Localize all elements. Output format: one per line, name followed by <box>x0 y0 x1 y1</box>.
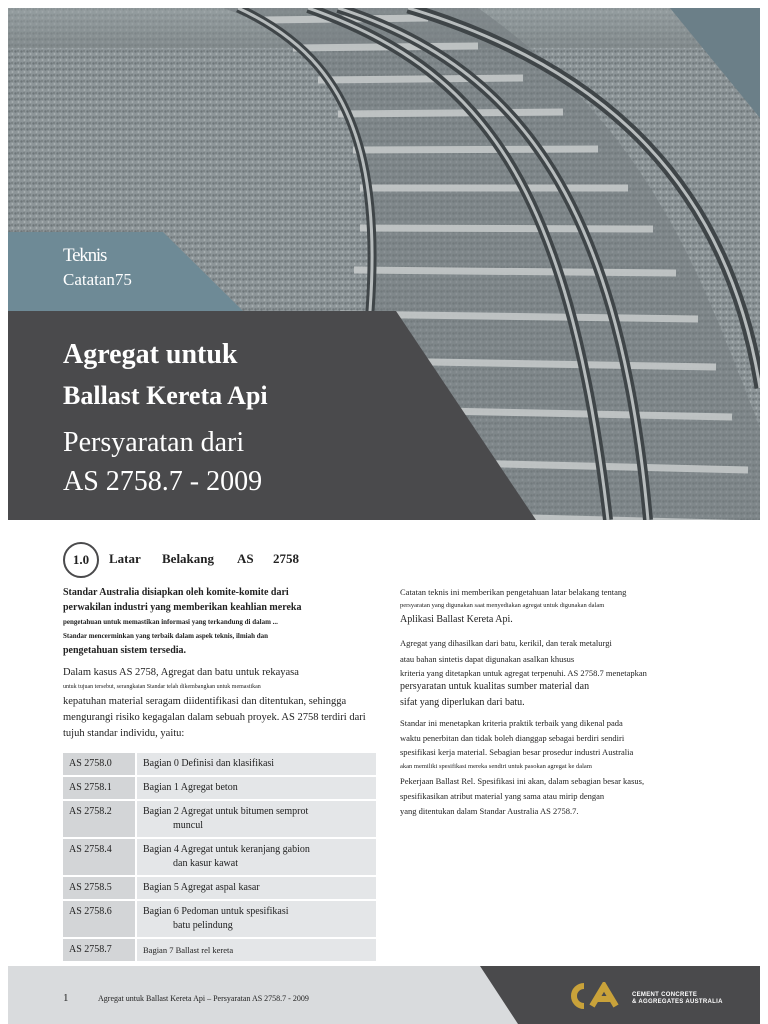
intro-line: Standar mencerminkan yang terbaik dalam aspek teknis, ilmiah dan <box>63 632 269 640</box>
right-para-line: persyaratan untuk kualitas sumber material dan <box>400 681 590 692</box>
standard-description: Bagian 2 Agregat untuk bitumen semprot <box>143 806 309 817</box>
page-subtitle-line-2: AS 2758.7 - 2009 <box>63 466 263 497</box>
standard-description: Bagian 6 Pedoman untuk spesifikasi <box>143 906 289 917</box>
body-line: kepatuhan material seragam diidentifikasi dan ditentukan, sehingga <box>63 696 347 707</box>
logo-line: & AGGREGATES AUSTRALIA <box>632 999 723 1005</box>
right-para-line: yang ditentukan dalam Standar Australia AS 2758.7. <box>400 806 579 816</box>
standard-description: Bagian 0 Definisi dan klasifikasi <box>135 753 376 775</box>
body-line: Dalam kasus AS 2758, Agregat dan batu untuk rekayasa <box>63 667 299 678</box>
page-number: 1 <box>63 992 69 1004</box>
logo-line: CEMENT CONCRETE <box>632 992 698 998</box>
logo-wordmark <box>632 992 723 1006</box>
standard-description-cell <box>135 901 376 937</box>
standard-code: AS 2758.2 <box>63 801 135 837</box>
intro-line: Standar Australia disiapkan oleh komite-komite dari <box>63 587 289 598</box>
right-para-line: spesifikasikan atribut material yang sama atau mirip dengan <box>400 791 605 801</box>
standard-description-continued: dan kasur kawat <box>173 858 238 869</box>
standard-code: AS 2758.6 <box>63 901 135 937</box>
ccaa-logo-icon <box>566 982 626 1010</box>
doc-type-label: Teknis <box>63 245 107 266</box>
section-title-word: Belakang <box>162 551 215 566</box>
table-row <box>63 753 376 775</box>
standard-code: AS 2758.1 <box>63 777 135 799</box>
table-row <box>63 877 376 899</box>
body-line: tujuh standar individu, yaitu: <box>63 728 185 739</box>
page-footer <box>8 966 760 1024</box>
section-title-word: AS <box>237 551 254 566</box>
standard-description: Bagian 7 Ballast rel kereta <box>135 939 376 961</box>
table-row <box>63 801 376 837</box>
right-para-line: sifat yang diperlukan dari batu. <box>400 697 525 708</box>
standard-description-continued: batu pelindung <box>173 920 233 931</box>
standard-description: Bagian 4 Agregat untuk keranjang gabion <box>143 844 310 855</box>
section-number-badge: 1.0 <box>63 542 99 578</box>
standard-description: Bagian 5 Agregat aspal kasar <box>135 877 376 899</box>
right-para-line: Standar ini menetapkan kriteria praktik terbaik yang dikenal pada <box>400 718 623 728</box>
body-line: untuk tujuan tersebut, serangkaian Standar telah dikembangkan untuk memastikan <box>63 684 261 690</box>
right-para-line: kriteria yang ditetapkan untuk agregat terpenuhi. AS 2758.7 menetapkan <box>400 668 647 678</box>
right-para-line: waktu penerbitan dan tidak boleh dianggap sebagai berdiri sendiri <box>400 733 625 743</box>
standard-code: AS 2758.5 <box>63 877 135 899</box>
page-subtitle-line-1: Persyaratan dari <box>63 427 245 458</box>
table-row <box>63 777 376 799</box>
standard-code: AS 2758.7 <box>63 939 135 961</box>
table-row <box>63 901 376 937</box>
section-title-word: 2758 <box>273 551 299 566</box>
right-para-line: Catatan teknis ini memberikan pengetahuan latar belakang tentang <box>400 587 627 597</box>
right-para-line: Aplikasi Ballast Kereta Api. <box>400 614 513 625</box>
right-para-line: atau bahan sintetis dapat digunakan asalkan khusus <box>400 654 575 664</box>
cover-hero <box>8 8 760 520</box>
right-para-line: Pekerjaan Ballast Rel. Spesifikasi ini akan, dalam sebagian besar kasus, <box>400 776 645 786</box>
right-para-line: Agregat yang dihasilkan dari batu, kerikil, dan terak metalurgi <box>400 638 612 648</box>
standard-description-cell <box>135 801 376 837</box>
body-line: mengurangi risiko kegagalan dalam sebuah proyek. AS 2758 terdiri dari <box>63 712 366 723</box>
doc-number-label: Catatan75 <box>63 270 132 289</box>
section-title-word: Latar <box>109 551 141 566</box>
table-row <box>63 939 376 961</box>
intro-line: pengetahuan untuk memastikan informasi yang terkandung di dalam ... <box>63 618 278 626</box>
footer-title: Agregat untuk Ballast Kereta Api – Persyaratan AS 2758.7 - 2009 <box>98 994 309 1003</box>
standard-code: AS 2758.4 <box>63 839 135 875</box>
standard-description-continued: muncul <box>173 820 203 831</box>
intro-line: pengetahuan sistem tersedia. <box>63 645 187 656</box>
right-para-line: spesifikasi kerja material. Sebagian besar prosedur industri Australia <box>400 747 634 757</box>
right-para-line: persyaratan yang digunakan saat menyediakan agregat untuk digunakan dalam <box>400 602 605 609</box>
page-title-line-2: Ballast Kereta Api <box>63 381 268 410</box>
standard-description: Bagian 1 Agregat beton <box>135 777 376 799</box>
standards-table <box>63 751 376 963</box>
right-para-line: akan memiliki spesifikasi mereka sendiri untuk pasokan agregat ke dalam <box>400 763 592 770</box>
standard-code: AS 2758.0 <box>63 753 135 775</box>
standard-description-cell <box>135 839 376 875</box>
table-row <box>63 839 376 875</box>
intro-line: perwakilan industri yang memberikan keahlian mereka <box>63 602 302 613</box>
page-title-line-1: Agregat untuk <box>63 339 238 370</box>
